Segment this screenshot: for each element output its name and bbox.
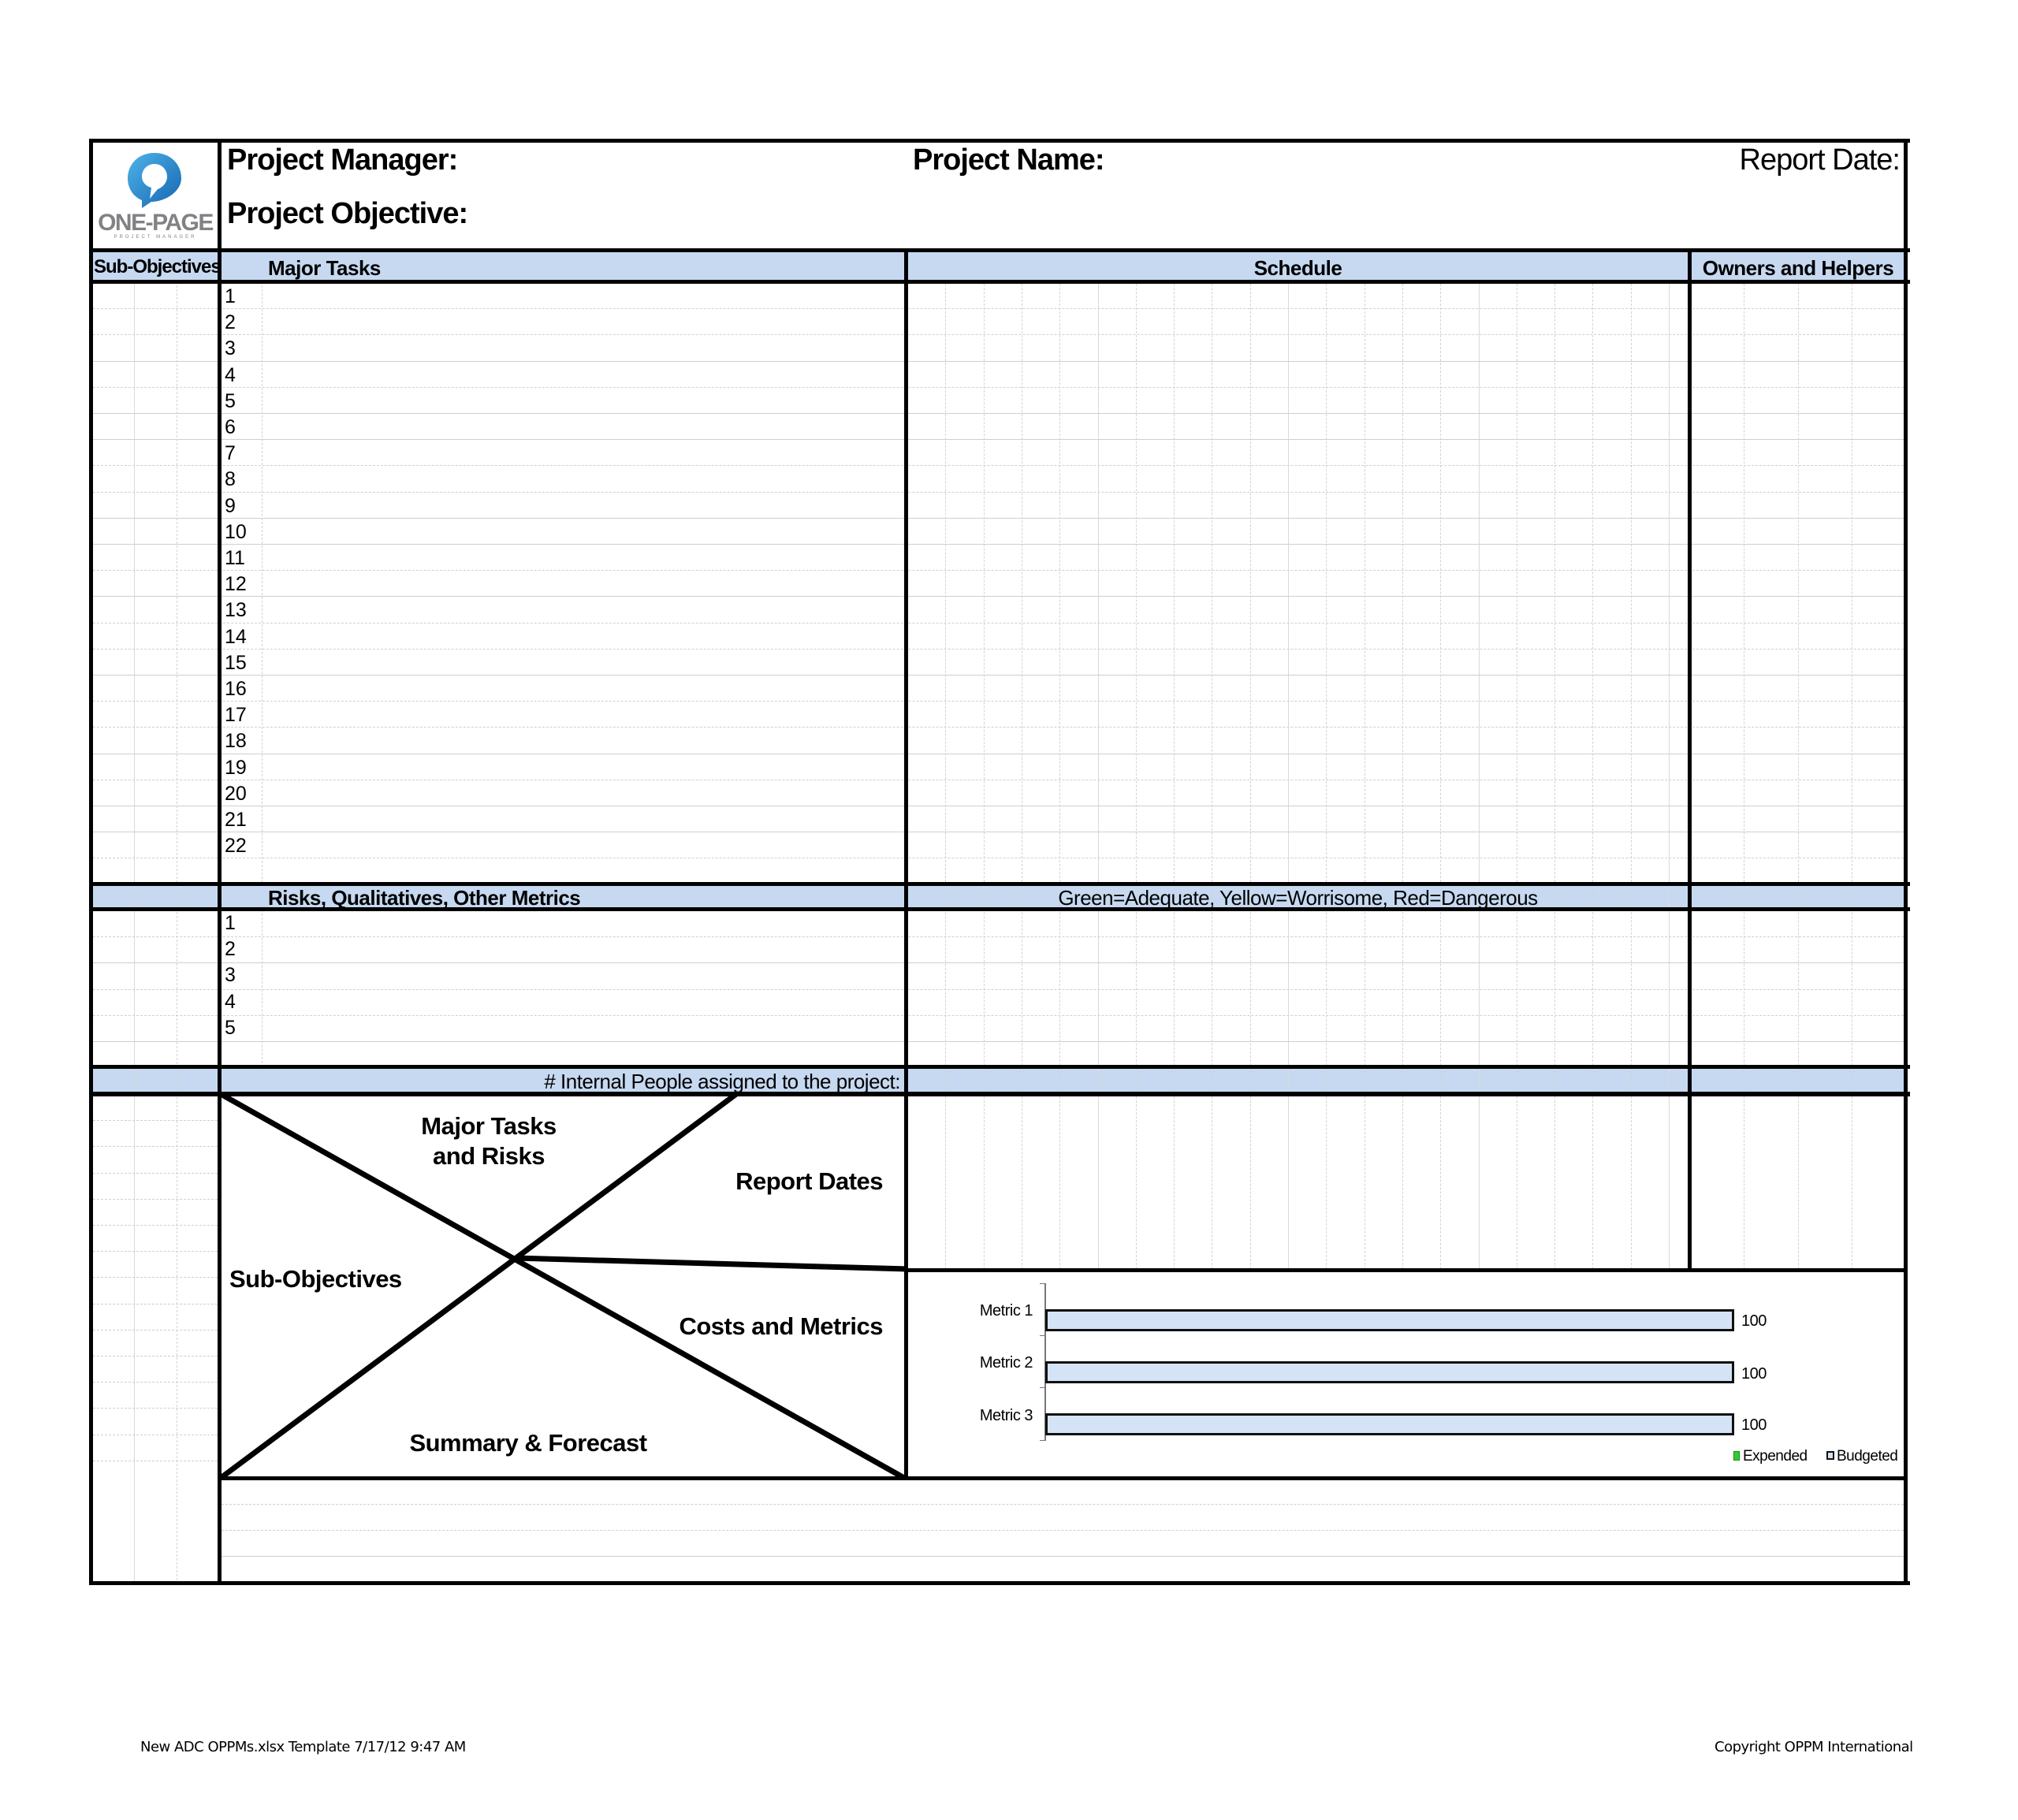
border: [89, 248, 1910, 252]
grid-line: [1631, 884, 1632, 1066]
grid-line: [1440, 1096, 1441, 1269]
grid-line: [93, 361, 1904, 362]
grid-line: [1098, 1096, 1099, 1269]
metric-value: 100: [1741, 1312, 1767, 1330]
grid-line: [1174, 1067, 1175, 1092]
border: [1904, 139, 1908, 1585]
grid-line: [1631, 1096, 1632, 1269]
grid-line: [93, 308, 1904, 309]
column-header-major-tasks: Major Tasks: [268, 256, 381, 280]
border: [89, 1581, 1910, 1585]
task-row-number: 13: [225, 599, 247, 622]
grid-line: [1669, 284, 1670, 882]
grid-line: [1440, 1067, 1441, 1092]
grid-line: [1798, 1096, 1799, 1269]
grid-line: [1402, 884, 1403, 1066]
grid-line: [945, 1096, 946, 1269]
grid-line: [93, 936, 1904, 937]
metric-bar-budgeted: [1045, 1413, 1734, 1435]
logo-wordmark: ONE-PAGE: [98, 210, 213, 236]
grid-line: [1098, 1067, 1099, 1092]
grid-line: [1326, 884, 1327, 1066]
border: [89, 139, 1910, 143]
project-name-label: Project Name:: [913, 143, 1104, 177]
task-row-number: 8: [225, 468, 236, 491]
report-date-label: Report Date:: [1739, 143, 1900, 177]
grid-line: [93, 518, 1904, 519]
logo: [93, 143, 216, 246]
grid-line: [93, 596, 1904, 597]
task-row-number: 5: [225, 389, 236, 412]
task-row-number: 17: [225, 704, 247, 727]
risk-row-number: 3: [225, 964, 236, 987]
task-row-number: 21: [225, 809, 247, 831]
grid-line: [984, 1096, 985, 1269]
grid-line: [1592, 284, 1593, 882]
grid-line: [1592, 1067, 1593, 1092]
grid-line: [1059, 284, 1060, 882]
grid-line: [1554, 284, 1555, 882]
grid-line: [1136, 284, 1137, 882]
grid-line: [93, 989, 1904, 990]
grid-line: [945, 284, 946, 882]
grid-line: [93, 727, 1904, 728]
grid-line: [1174, 1096, 1175, 1269]
grid-line: [945, 884, 946, 1066]
grid-line: [1288, 1096, 1289, 1269]
grid-line: [1798, 884, 1799, 1066]
grid-line: [1288, 284, 1289, 882]
grid-line: [1592, 884, 1593, 1066]
legend-budgeted-swatch-icon: [1826, 1451, 1834, 1460]
logo-tagline: PROJECT MANAGER: [114, 235, 197, 240]
grid-line: [93, 1408, 218, 1409]
grid-line: [1479, 284, 1480, 882]
grid-line: [93, 1251, 218, 1252]
risk-row-number: 5: [225, 1016, 236, 1039]
grid-line: [1288, 884, 1289, 1066]
grid-line: [222, 1504, 1904, 1505]
grid-line: [1326, 284, 1327, 882]
chart-axis-tick: [1040, 1440, 1046, 1441]
grid-line: [93, 1356, 218, 1357]
task-row-number: 1: [225, 285, 236, 307]
task-row-number: 16: [225, 678, 247, 700]
grid-line: [984, 284, 985, 882]
grid-line: [93, 675, 1904, 676]
metric-value: 100: [1741, 1365, 1767, 1383]
grid-line: [93, 1146, 218, 1147]
grid-line: [93, 413, 1904, 414]
grid-line: [1250, 284, 1251, 882]
grid-line: [93, 1304, 218, 1305]
grid-line: [1174, 284, 1175, 882]
metric-value: 100: [1741, 1416, 1767, 1434]
footer-file-info: New ADC OPPMs.xlsx Template 7/17/12 9:47 AM: [140, 1739, 466, 1755]
risk-row-number: 2: [225, 938, 236, 961]
grid-line: [93, 387, 1904, 388]
grid-line: [1402, 284, 1403, 882]
grid-line: [1440, 284, 1441, 882]
grid-line: [1631, 284, 1632, 882]
grid-line: [1554, 1096, 1555, 1269]
risks-header-label: Risks, Qualitatives, Other Metrics: [268, 886, 581, 910]
grid-line: [1136, 1096, 1137, 1269]
task-row-number: 22: [225, 835, 247, 858]
diagram-label-sub-objectives: Sub-Objectives: [229, 1265, 402, 1293]
grid-line: [93, 1330, 218, 1331]
internal-people-label: # Internal People assigned to the project:: [544, 1070, 900, 1093]
task-row-number: 7: [225, 442, 236, 465]
task-row-number: 18: [225, 730, 247, 753]
grid-line: [945, 1067, 946, 1092]
legend-expended-swatch-icon: [1733, 1451, 1740, 1461]
diagram-label-report-dates: Report Dates: [735, 1167, 883, 1195]
grid-line: [93, 492, 1904, 493]
grid-line: [93, 1382, 218, 1383]
metric-label: Metric 2: [979, 1354, 1033, 1372]
grid-line: [93, 544, 1904, 545]
grid-line: [1098, 284, 1099, 882]
grid-line: [1250, 884, 1251, 1066]
grid-line: [1798, 1067, 1799, 1092]
grid-line: [222, 1556, 1904, 1557]
legend-budgeted-label: Budgeted: [1837, 1448, 1898, 1465]
task-row-number: 15: [225, 651, 247, 674]
border: [904, 1268, 1908, 1272]
task-row-number: 11: [225, 547, 245, 569]
grid-line: [222, 1530, 1904, 1531]
grid-line: [1250, 1096, 1251, 1269]
grid-line: [93, 334, 1904, 335]
grid-line: [1554, 1067, 1555, 1092]
grid-line: [1440, 884, 1441, 1066]
legend-expended-label: Expended: [1743, 1448, 1808, 1465]
metric-bar-budgeted: [1045, 1361, 1734, 1383]
metric-label: Metric 1: [979, 1302, 1033, 1319]
task-row-number: 2: [225, 311, 236, 334]
grid-line: [93, 1199, 218, 1200]
grid-line: [134, 281, 135, 1584]
grid-line: [1631, 1067, 1632, 1092]
metric-label: Metric 3: [979, 1407, 1033, 1424]
internal-people-band: [89, 1067, 1906, 1092]
task-row-number: 12: [225, 573, 247, 596]
grid-line: [1059, 1096, 1060, 1269]
grid-line: [1098, 884, 1099, 1066]
grid-line: [984, 884, 985, 1066]
logo-mark-icon: [93, 150, 216, 213]
grid-line: [1326, 1096, 1327, 1269]
grid-line: [1669, 1067, 1670, 1092]
grid-line: [93, 439, 1904, 440]
grid-line: [1479, 1096, 1480, 1269]
grid-line: [93, 1225, 218, 1226]
column-header-sub-objectives: Sub-Objectives: [94, 256, 221, 277]
grid-line: [1250, 1067, 1251, 1092]
grid-line: [93, 1173, 218, 1174]
grid-line: [1402, 1067, 1403, 1092]
grid-line: [1798, 284, 1799, 882]
project-manager-label: Project Manager:: [227, 143, 458, 177]
grid-line: [1288, 1067, 1289, 1092]
grid-line: [1669, 1096, 1670, 1269]
risk-row-number: 1: [225, 912, 236, 934]
project-objective-label: Project Objective:: [227, 197, 468, 230]
grid-line: [1554, 884, 1555, 1066]
diagram-label-summary-forecast: Summary & Forecast: [409, 1429, 647, 1457]
border: [89, 139, 93, 1585]
diagram-label-major-tasks: Major Tasks and Risks: [421, 1112, 557, 1170]
chart-axis-tick: [1040, 1387, 1046, 1388]
grid-line: [1479, 1067, 1480, 1092]
diagram-label-costs-metrics: Costs and Metrics: [679, 1312, 883, 1340]
column-header-owners: Owners and Helpers: [1702, 256, 1894, 280]
task-row-number: 20: [225, 782, 247, 805]
task-row-number: 14: [225, 625, 247, 648]
grid-line: [93, 1120, 218, 1121]
grid-line: [93, 465, 1904, 466]
grid-line: [984, 1067, 985, 1092]
chart-axis-tick: [1040, 1283, 1046, 1284]
risk-row-number: 4: [225, 990, 236, 1013]
task-row-number: 3: [225, 337, 236, 360]
grid-line: [1059, 884, 1060, 1066]
grid-line: [93, 1277, 218, 1278]
grid-line: [93, 701, 1904, 702]
risk-legend: Green=Adequate, Yellow=Worrisome, Red=Dangerous: [1058, 886, 1538, 910]
metric-bar-budgeted: [1045, 1309, 1734, 1331]
footer-copyright: Copyright OPPM International: [1715, 1739, 1913, 1755]
grid-line: [1592, 1096, 1593, 1269]
grid-line: [1669, 884, 1670, 1066]
grid-line: [93, 1015, 1904, 1016]
grid-line: [1326, 1067, 1327, 1092]
grid-line: [93, 1041, 1904, 1042]
task-row-number: 19: [225, 756, 247, 779]
grid-line: [1059, 1067, 1060, 1092]
task-row-number: 4: [225, 363, 236, 386]
grid-line: [93, 570, 1904, 571]
chart-axis-tick: [1040, 1335, 1046, 1336]
task-row-number: 6: [225, 416, 236, 438]
grid-line: [1136, 884, 1137, 1066]
border: [89, 1065, 1910, 1069]
grid-line: [1402, 1096, 1403, 1269]
column-header-schedule: Schedule: [1253, 256, 1342, 280]
border: [1688, 248, 1692, 1271]
task-row-number: 10: [225, 520, 247, 543]
grid-line: [93, 962, 1904, 963]
task-row-number: 9: [225, 494, 236, 517]
grid-line: [1136, 1067, 1137, 1092]
grid-line: [1174, 884, 1175, 1066]
grid-line: [1479, 884, 1480, 1066]
